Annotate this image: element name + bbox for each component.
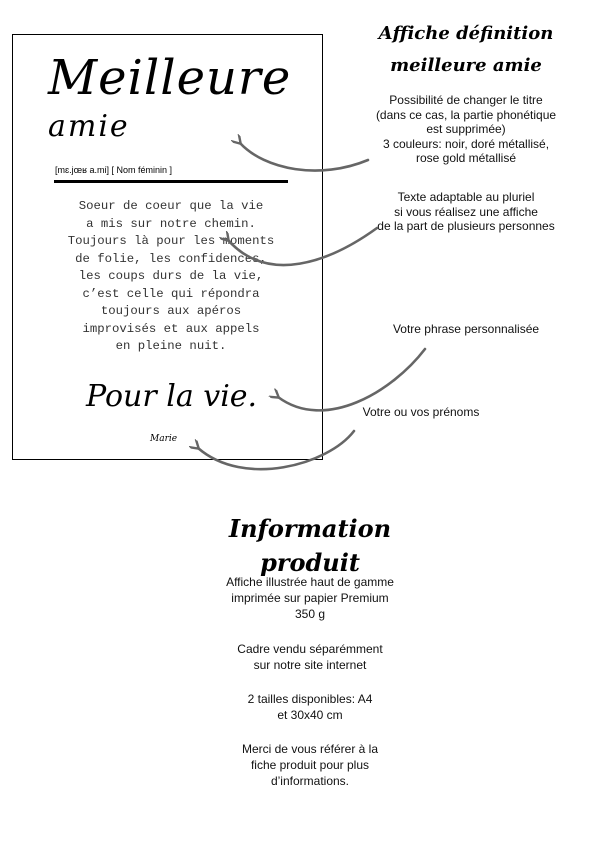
- title-note-line: Possibilité de changer le titre: [389, 93, 543, 107]
- poster-phonetic: [mɛ.jœʁ a.mi] [ Nom féminin ]: [55, 165, 173, 175]
- info-line: Merci de vous référer à la: [241, 742, 379, 756]
- annotation-title-line1: Affiche définition: [378, 23, 554, 44]
- definition-line: les coups durs de la vie,: [78, 269, 264, 283]
- arrow-to-phrase: [278, 349, 425, 410]
- info-line: imprimée sur papier Premium: [231, 591, 389, 605]
- poster-title-line2: amie: [48, 109, 130, 144]
- poster-title-line1: Meilleure: [48, 50, 292, 106]
- arrow-to-title: [240, 143, 368, 171]
- plural-note-line: si vous réalisez une affiche: [394, 204, 538, 219]
- info-block-more: [150, 741, 470, 789]
- definition-line: en pleine nuit.: [115, 339, 227, 353]
- title-note-line: rose gold métallisé: [415, 151, 517, 165]
- arrow-to-names: [198, 431, 354, 469]
- poster-firstname: Marie: [150, 434, 178, 444]
- definition-line: Toujours là pour les moments: [67, 234, 275, 248]
- plural-note-line: de la part de plusieurs personnes: [377, 219, 555, 233]
- definition-line: a mis sur notre chemin.: [86, 216, 256, 231]
- title-note-line: 3 couleurs: noir, doré métallisé,: [382, 136, 550, 151]
- info-line: sur notre site internet: [253, 658, 367, 672]
- phrase-note: Votre phrase personnalisée: [392, 322, 540, 336]
- title-note-line: est supprimée): [426, 122, 506, 136]
- info-line: Affiche illustrée haut de gamme: [226, 575, 394, 589]
- poster-phrase: Pour la vie.: [86, 379, 258, 414]
- definition-line: de folie, les confidences,: [75, 251, 267, 266]
- arrow-to-definition: [228, 228, 377, 265]
- annotation-title-line2: meilleure amie: [390, 55, 542, 76]
- plural-note-line: Texte adaptable au pluriel: [397, 190, 535, 204]
- info-line: et 30x40 cm: [277, 708, 343, 722]
- info-line: d’informations.: [270, 774, 350, 788]
- definition-line: toujours aux apéros: [100, 304, 242, 318]
- info-line: 2 tailles disponibles: A4: [247, 692, 373, 706]
- info-title: Information produit: [228, 514, 392, 577]
- info-block-paper: [150, 574, 470, 622]
- title-note-line: (dans ce cas, la partie phonétique: [375, 107, 557, 122]
- info-block-sizes: [150, 691, 470, 723]
- info-block-frame: [150, 641, 470, 673]
- info-line: Cadre vendu séparémment: [237, 642, 383, 656]
- names-note: Votre ou vos prénoms: [362, 405, 480, 419]
- info-line: 350 g: [294, 607, 326, 621]
- info-line: fiche produit pour plus: [250, 758, 370, 772]
- definition-line: c’est celle qui répondra: [82, 286, 260, 301]
- definition-line: improvisés et aux appels: [82, 321, 260, 336]
- definition-line: Soeur de coeur que la vie: [78, 199, 264, 213]
